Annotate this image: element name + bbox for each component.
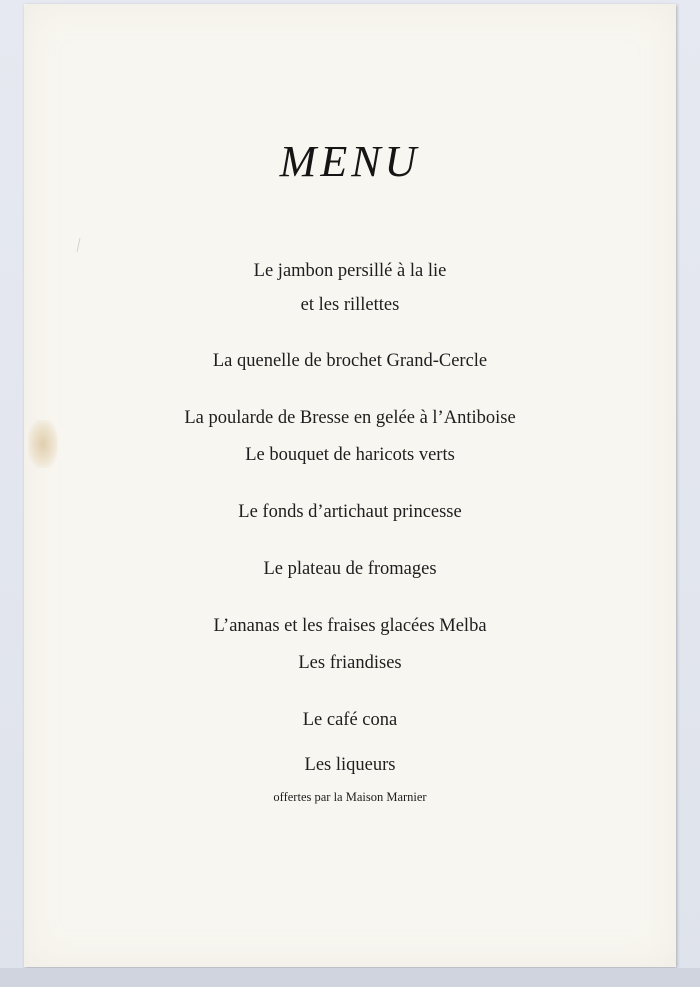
menu-item: Le jambon persillé à la lie (253, 261, 447, 281)
menu-content (24, 4, 676, 967)
menu-item: Le café cona (302, 710, 398, 730)
menu-item: et les rillettes (300, 295, 400, 315)
scanner-edge (0, 968, 700, 987)
menu-title: MENU (279, 137, 421, 186)
menu-item: Le bouquet de haricots verts (245, 445, 455, 465)
menu-item: L’ananas et les fraises glacées Melba (213, 616, 487, 636)
menu-item-note: offertes par la Maison Marnier (273, 790, 427, 804)
menu-card (24, 4, 676, 967)
menu-item: La poularde de Bresse en gelée à l’Antiboise (184, 408, 516, 428)
menu-item: Le fonds d’artichaut princesse (238, 502, 462, 522)
menu-item: Le plateau de fromages (263, 559, 437, 579)
menu-item: Les liqueurs (304, 755, 396, 775)
menu-item: Les friandises (298, 653, 402, 673)
menu-item: La quenelle de brochet Grand-Cercle (212, 351, 488, 371)
